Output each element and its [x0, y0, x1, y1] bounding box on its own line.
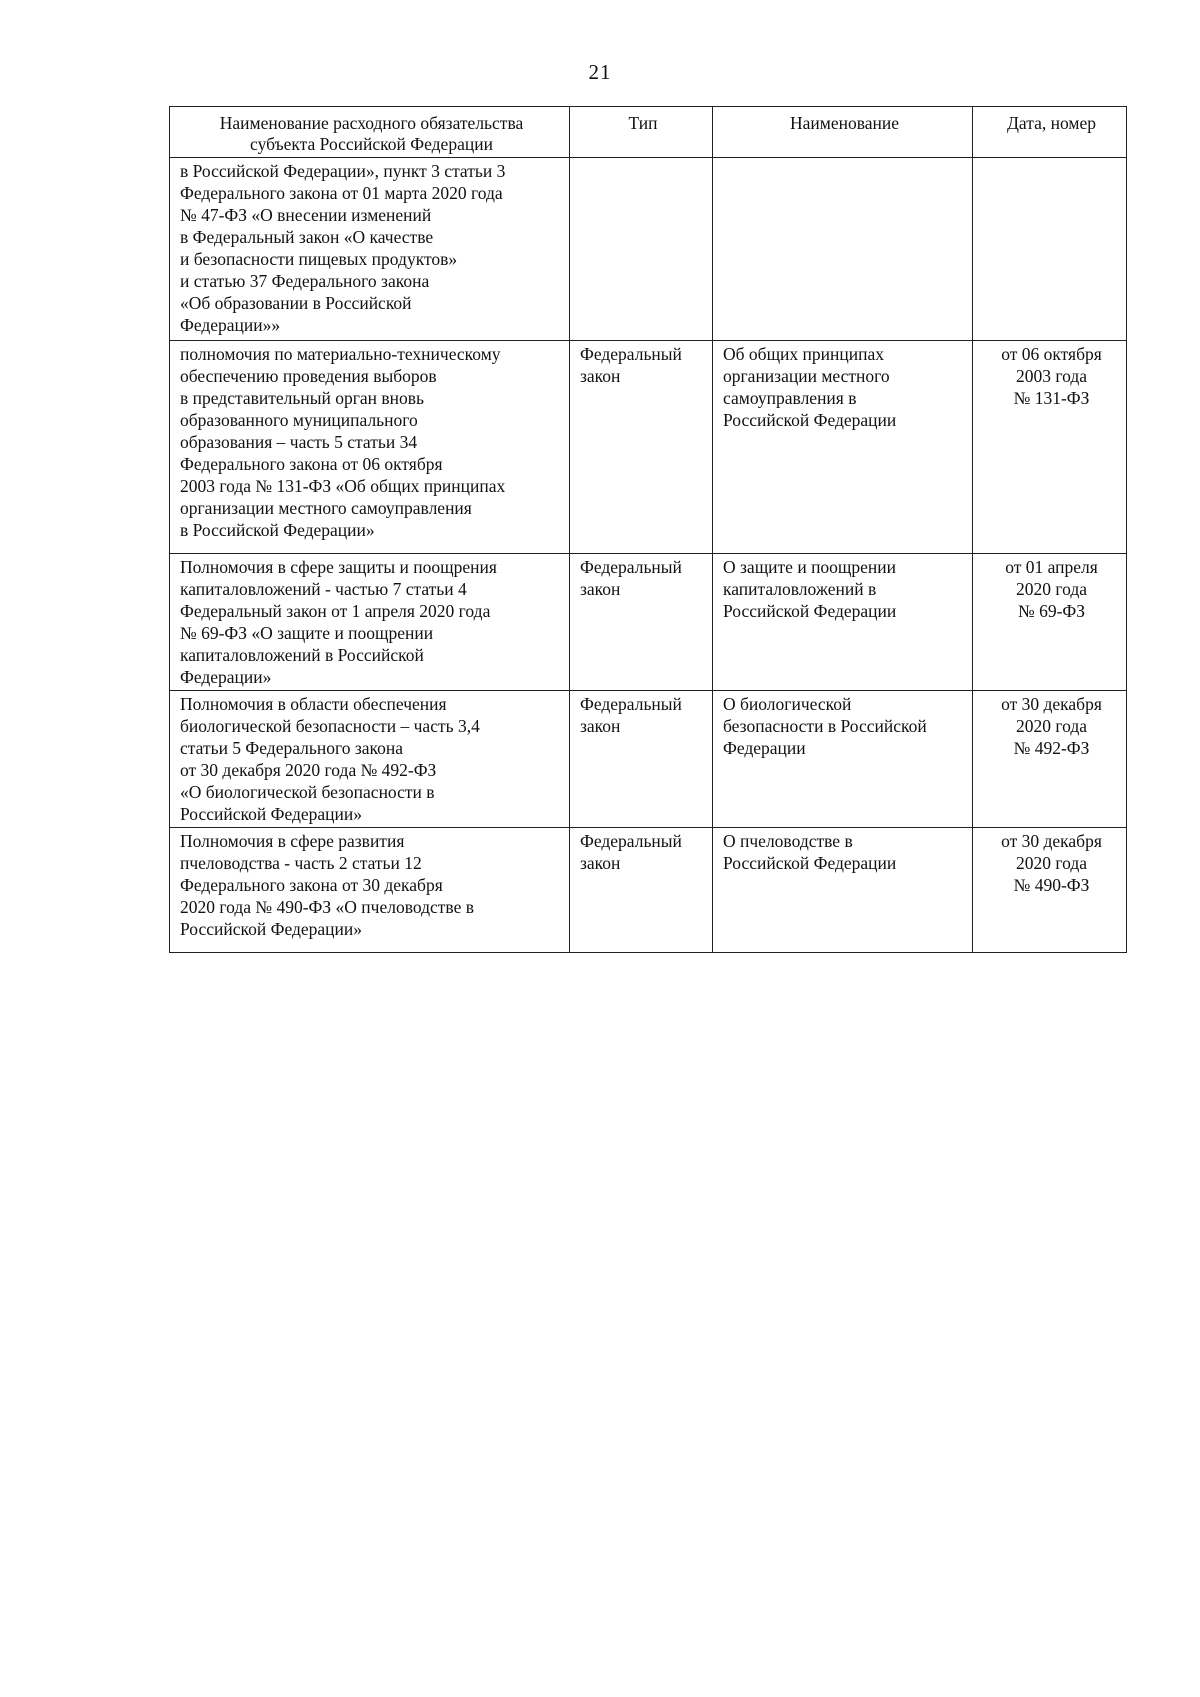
header-type: Тип: [570, 107, 713, 158]
cell-obligation: Полномочия в сфере развития пчеловодства - часть 2 статьи 12 Федерального закона от 30 декабря 2020 года № 490-ФЗ «О пчеловодстве в Российской Федерации»: [170, 828, 570, 953]
header-date-number: Дата, номер: [973, 107, 1127, 158]
cell-type: Федеральный закон: [570, 828, 713, 953]
cell-name: О биологической безопасности в Российской Федерации: [713, 691, 973, 828]
cell-date-number: от 01 апреля 2020 года № 69-ФЗ: [973, 554, 1127, 691]
cell-obligation: Полномочия в области обеспечения биологической безопасности – часть 3,4 статьи 5 Федерального закона от 30 декабря 2020 года № 492-ФЗ «О биологической безопасности в Российской Федерации»: [170, 691, 570, 828]
table-row: [170, 158, 1127, 341]
cell-type: Федеральный закон: [570, 341, 713, 554]
table-row: [170, 828, 1127, 953]
cell-type: Федеральный закон: [570, 691, 713, 828]
cell-date-number: от 30 декабря 2020 года № 490-ФЗ: [973, 828, 1127, 953]
table-row: [170, 341, 1127, 554]
header-name: Наименование: [713, 107, 973, 158]
cell-obligation: Полномочия в сфере защиты и поощрения капиталовложений - частью 7 статьи 4 Федеральный закон от 1 апреля 2020 года № 69-ФЗ «О защите и поощрении капиталовложений в Российской Федерации»: [170, 554, 570, 691]
cell-name: О пчеловодстве в Российской Федерации: [713, 828, 973, 953]
cell-name: О защите и поощрении капиталовложений в Российской Федерации: [713, 554, 973, 691]
table-row: [170, 554, 1127, 691]
cell-name: [713, 158, 973, 341]
header-obligation: Наименование расходного обязательства субъекта Российской Федерации: [170, 107, 570, 158]
cell-name: Об общих принципах организации местного самоуправления в Российской Федерации: [713, 341, 973, 554]
obligations-table: [169, 106, 1127, 953]
cell-type: [570, 158, 713, 341]
cell-obligation: в Российской Федерации», пункт 3 статьи 3 Федерального закона от 01 марта 2020 года № 47-ФЗ «О внесении изменений в Федеральный закон «О качестве и безопасности пищевых продуктов» и статью 37 Федерального закона «Об образовании в Российской Федерации»»: [170, 158, 570, 341]
cell-obligation: полномочия по материально-техническому обеспечению проведения выборов в представительный орган вновь образованного муниципального образования – часть 5 статьи 34 Федерального закона от 06 октября 2003 года № 131-ФЗ «Об общих принципах организации местного самоуправления в Российской Федерации»: [170, 341, 570, 554]
table-row: [170, 691, 1127, 828]
cell-date-number: от 30 декабря 2020 года № 492-ФЗ: [973, 691, 1127, 828]
table-header-row: [170, 107, 1127, 158]
cell-date-number: [973, 158, 1127, 341]
page-number: 21: [588, 60, 612, 84]
cell-type: Федеральный закон: [570, 554, 713, 691]
cell-date-number: от 06 октября 2003 года № 131-ФЗ: [973, 341, 1127, 554]
